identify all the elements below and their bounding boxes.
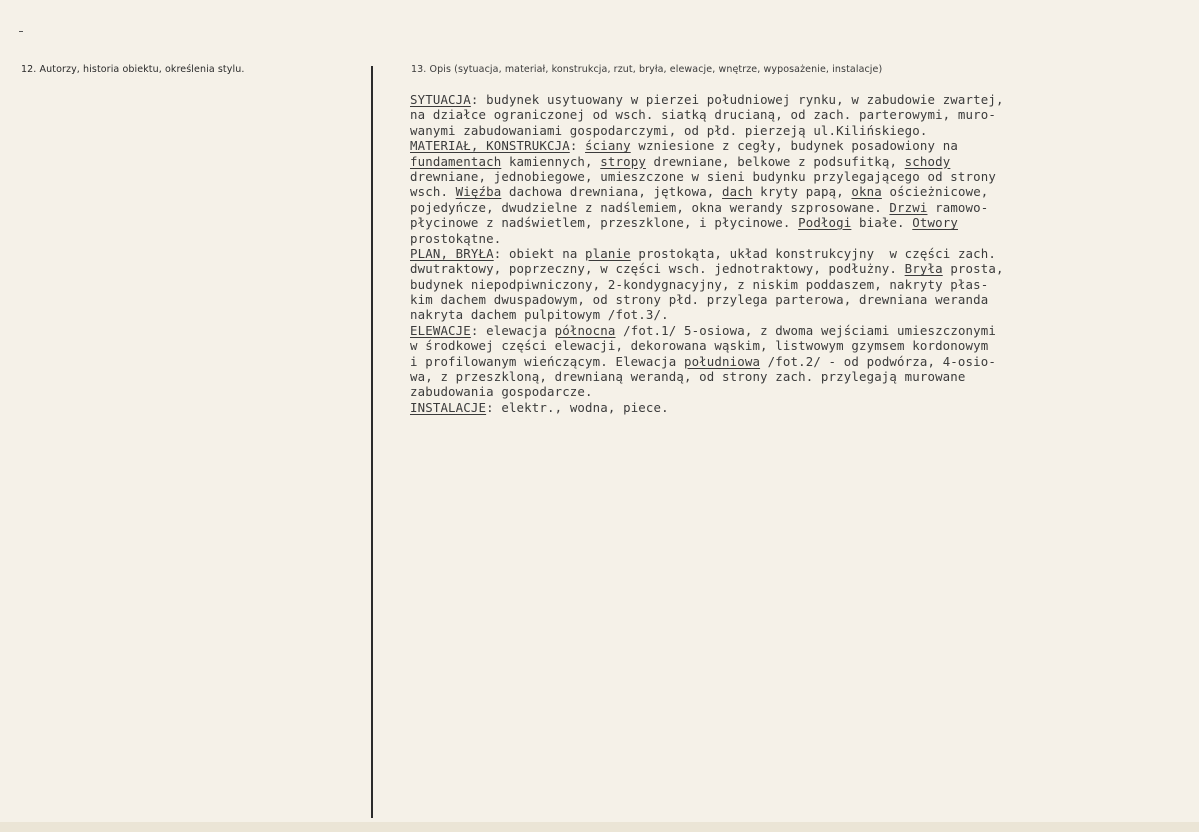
text-segment: ramowo- bbox=[927, 199, 989, 215]
underlined-term: dach bbox=[722, 184, 753, 200]
text-segment: ościeżnicowe, bbox=[881, 184, 989, 200]
description-line bbox=[410, 231, 1192, 246]
text-segment: drewniane, belkowe z podsufitką, bbox=[645, 153, 905, 169]
description-line bbox=[410, 369, 1192, 384]
underlined-term: stropy bbox=[600, 153, 646, 169]
text-segment: wzniesione z cegły, budynek posadowiony na bbox=[630, 138, 958, 154]
description-line bbox=[410, 338, 1192, 353]
text-segment: wanymi zabudowaniami gospodarczymi, od płd. pierzeją ul.Kilińskiego. bbox=[410, 122, 928, 138]
text-segment: dwutraktowy, poprzeczny, w części wsch. jednotraktowy, podłużny. bbox=[410, 261, 905, 277]
underlined-term: SYTUACJA bbox=[410, 92, 471, 107]
underlined-term: Drzwi bbox=[889, 199, 928, 215]
underlined-term: PLAN, BRYŁA bbox=[410, 245, 494, 261]
description-line bbox=[410, 261, 1192, 276]
text-segment: zabudowania gospodarcze. bbox=[410, 384, 593, 400]
text-segment: budynek niepodpiwniczony, 2-kondygnacyjny, z niskim poddaszem, nakryty płas- bbox=[410, 276, 989, 292]
description-line bbox=[410, 384, 1192, 399]
description-line bbox=[410, 307, 1192, 322]
text-segment: kryty papą, bbox=[752, 184, 852, 200]
description-line bbox=[410, 277, 1192, 292]
description-line bbox=[410, 200, 1192, 215]
text-segment: : elektr., wodna, piece. bbox=[486, 399, 669, 415]
underlined-term: INSTALACJE bbox=[410, 399, 487, 415]
description-line bbox=[410, 292, 1192, 307]
text-segment: prosta, bbox=[942, 261, 1004, 277]
underlined-term: MATERIAŁ, KONSTRUKCJA bbox=[410, 138, 570, 154]
text-segment: pojedyńcze, dwudzielne z nadślemiem, okna werandy szprosowane. bbox=[410, 199, 890, 215]
corner-mark bbox=[19, 31, 23, 32]
description-line bbox=[410, 169, 1192, 184]
description-line bbox=[410, 107, 1192, 122]
underlined-term: ściany bbox=[585, 138, 631, 154]
text-segment: prostokąta, układ konstrukcyjny w części zach. bbox=[630, 245, 996, 261]
text-segment: nakryta dachem pulpitowym /fot.3/. bbox=[410, 307, 669, 323]
description-line bbox=[410, 246, 1192, 261]
text-segment: białe. bbox=[851, 215, 913, 231]
underlined-term: fundamentach bbox=[410, 153, 502, 169]
underlined-term: okna bbox=[851, 184, 882, 200]
text-segment: dachowa drewniana, jętkowa, bbox=[501, 184, 723, 200]
text-segment: wsch. bbox=[410, 184, 456, 200]
text-segment: prostokątne. bbox=[410, 230, 502, 246]
description-line bbox=[410, 400, 1192, 415]
text-segment: i profilowanym wieńczącym. Elewacja bbox=[410, 353, 684, 369]
card-bottom-edge bbox=[0, 822, 1199, 832]
text-segment: /fot.2/ - od podwórza, 4-osio- bbox=[760, 353, 996, 369]
underlined-term: Podłogi bbox=[798, 215, 852, 231]
underlined-term: planie bbox=[585, 245, 631, 261]
text-segment: : obiekt na bbox=[493, 245, 586, 261]
description-line bbox=[410, 154, 1192, 169]
text-segment: w środkowej części elewacji, dekorowana wąskim, listwowym gzymsem kordonowym bbox=[410, 338, 989, 354]
underlined-term: północna bbox=[554, 322, 616, 338]
underlined-term: południowa bbox=[683, 353, 761, 369]
text-segment: kamiennych, bbox=[501, 153, 601, 169]
underlined-term: Otwory bbox=[912, 215, 958, 231]
underlined-term: Bryła bbox=[904, 261, 943, 277]
text-segment: płycinowe z nadświetlem, przeszklone, i płycinowe. bbox=[410, 215, 799, 231]
description-line bbox=[410, 123, 1192, 138]
text-segment: : elewacja bbox=[470, 322, 555, 338]
description-line bbox=[410, 215, 1192, 230]
text-segment: wa, z przeszkloną, drewnianą werandą, od strony zach. przylegają murowane bbox=[410, 369, 966, 385]
text-segment: : bbox=[569, 138, 586, 154]
description-line bbox=[410, 92, 1192, 107]
text-segment: : budynek usytuowany w pierzei południowej rynku, w zabudowie zwartej, bbox=[470, 92, 1004, 107]
description-line bbox=[410, 138, 1192, 153]
typewritten-description bbox=[410, 92, 1192, 415]
right-column-header: 13. Opis (sytuacja, materiał, konstrukcja, rzut, bryła, elewacje, wnętrze, wyposażenie, instalacje) bbox=[411, 64, 883, 75]
description-line bbox=[410, 354, 1192, 369]
text-segment: /fot.1/ 5-osiowa, z dwoma wejściami umieszczonymi bbox=[615, 322, 996, 338]
text-segment: kim dachem dwuspadowym, od strony płd. przylega parterowa, drewniana weranda bbox=[410, 292, 989, 308]
underlined-term: schody bbox=[904, 153, 951, 169]
text-segment: na działce ograniczonej od wsch. siatką drucianą, od zach. parterowymi, muro- bbox=[410, 107, 996, 123]
left-column-header: 12. Autorzy, historia obiektu, określenia stylu. bbox=[21, 64, 245, 75]
description-line bbox=[410, 184, 1192, 199]
column-divider bbox=[371, 66, 373, 818]
text-segment: drewniane, jednobiegowe, umieszczone w sieni budynku przylegającego od strony bbox=[410, 168, 996, 184]
underlined-term: Więźba bbox=[455, 184, 502, 200]
underlined-term: ELEWACJE bbox=[410, 322, 471, 338]
description-line bbox=[410, 323, 1192, 338]
